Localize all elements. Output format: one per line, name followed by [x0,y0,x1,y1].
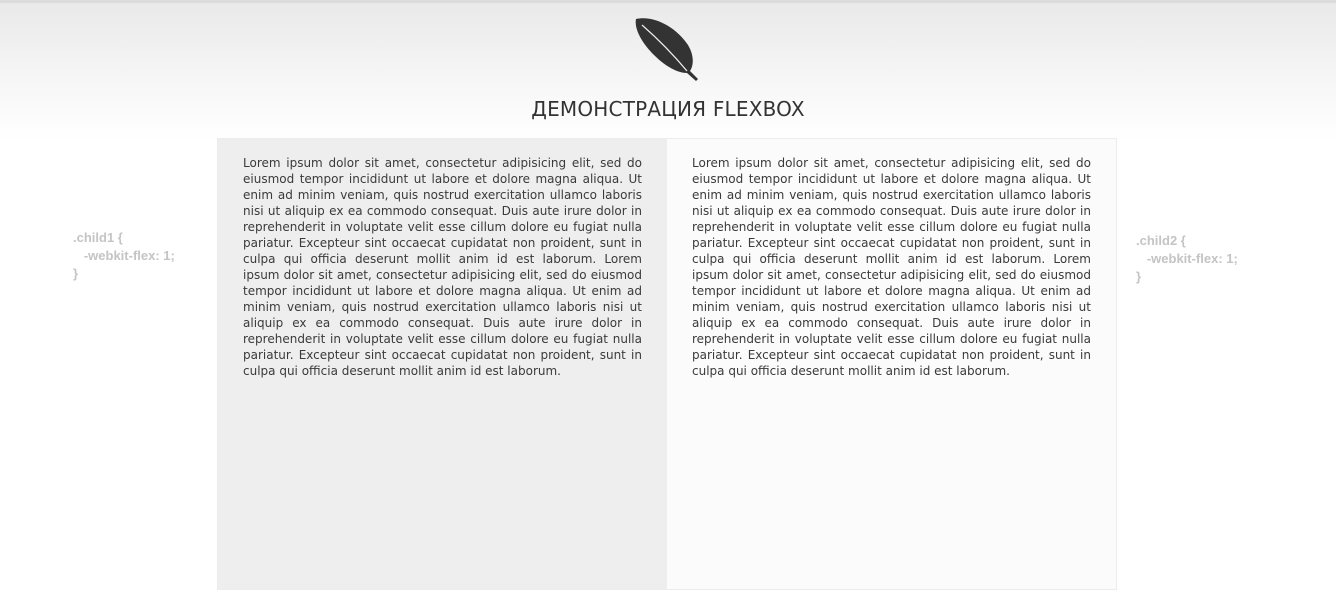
flex-child-2 [667,139,1116,589]
feather-icon [632,15,702,83]
flex-container [217,138,1117,590]
code-snippet-child2: .child2 { -webkit-flex: 1; } [1136,233,1238,284]
child1-text: Lorem ipsum dolor sit amet, consectetur adipisicing elit, sed do eiusmod tempor incididunt ut labore et dolore magna aliqua. Ut enim ad minim veniam, quis nostrud exercitation ullamco laboris nisi ut aliquip ex ea commodo consequat. Duis aute irure dolor in reprehenderit in voluptate velit esse cillum dolore eu fugiat nulla pariatur. Excepteur sint occaecat cupidatat non proident, sunt in culpa qui officia deserunt mollit anim id est laborum. Lorem ipsum dolor sit amet, consectetur adipisicing elit, sed do eiusmod tempor incididunt ut labore et dolore magna aliqua. Ut enim ad minim veniam, quis nostrud exercitation ullamco laboris nisi ut aliquip ex ea commodo consequat. Duis aute irure dolor in reprehenderit in voluptate velit esse cillum dolore eu fugiat nulla pariatur. Excepteur sint occaecat cupidatat non proident, sunt in culpa qui officia deserunt mollit anim id est laborum. [243,156,642,378]
flex-child-1 [218,139,667,589]
page-header [0,0,1336,140]
child2-text: Lorem ipsum dolor sit amet, consectetur adipisicing elit, sed do eiusmod tempor incididunt ut labore et dolore magna aliqua. Ut enim ad minim veniam, quis nostrud exercitation ullamco laboris nisi ut aliquip ex ea commodo consequat. Duis aute irure dolor in reprehenderit in voluptate velit esse cillum dolore eu fugiat nulla pariatur. Excepteur sint occaecat cupidatat non proident, sunt in culpa qui officia deserunt mollit anim id est laborum. Lorem ipsum dolor sit amet, consectetur adipisicing elit, sed do eiusmod tempor incididunt ut labore et dolore magna aliqua. Ut enim ad minim veniam, quis nostrud exercitation ullamco laboris nisi ut aliquip ex ea commodo consequat. Duis aute irure dolor in reprehenderit in voluptate velit esse cillum dolore eu fugiat nulla pariatur. Excepteur sint occaecat cupidatat non proident, sunt in culpa qui officia deserunt mollit anim id est laborum. [692,156,1091,378]
code-snippet-child1: .child1 { -webkit-flex: 1; } [73,230,175,281]
page-title: ДЕМОНСТРАЦИЯ FLEXBOX [531,97,805,121]
